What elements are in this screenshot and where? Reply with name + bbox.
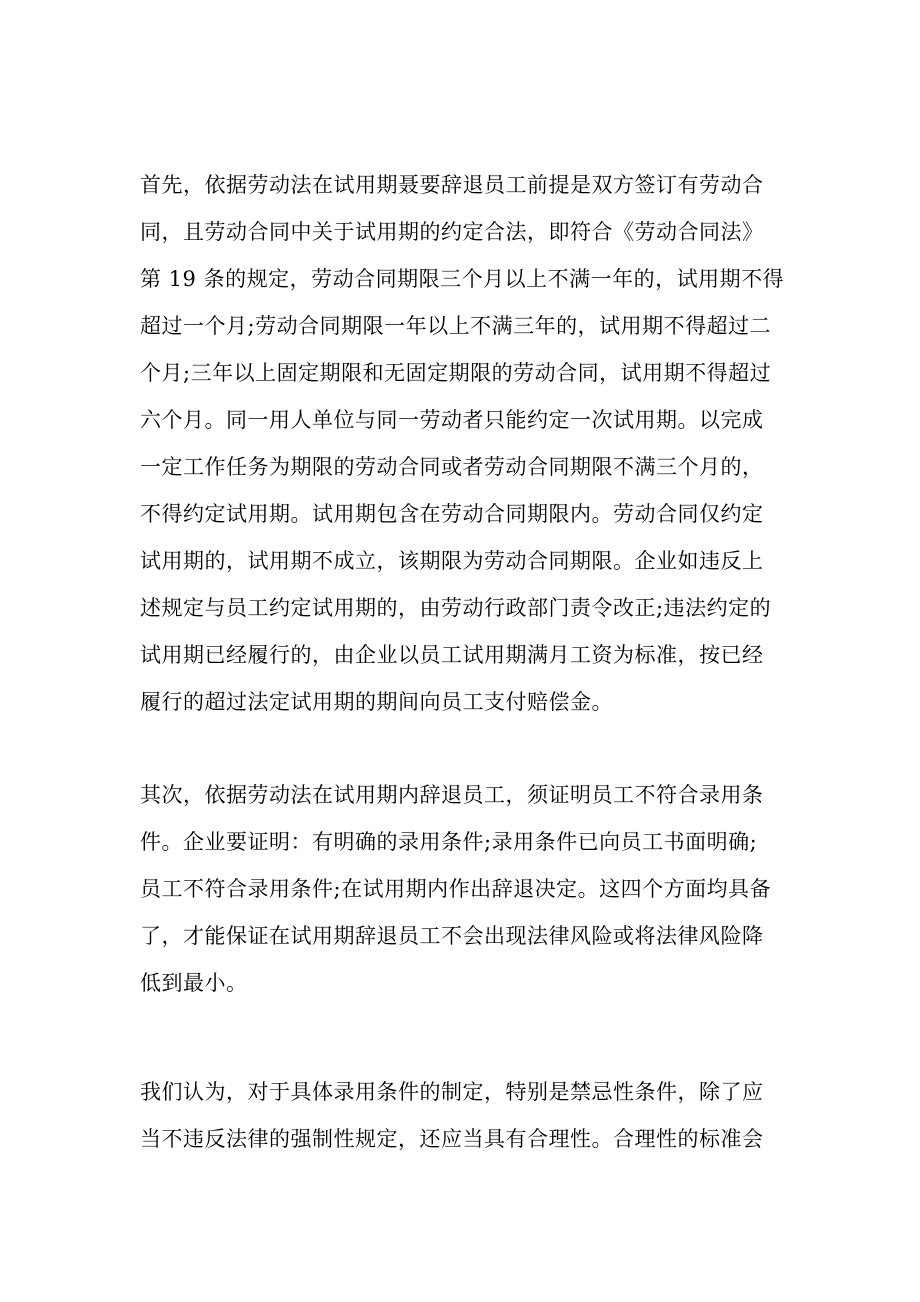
paragraph-line: 当不违反法律的强制性规定，还应当具有合理性。合理性的标准会: [140, 1127, 764, 1151]
paragraph-line: 述规定与员工约定试用期的，由劳动行政部门责令改正;违法约定的: [140, 596, 772, 620]
paragraph-line: 履行的超过法定试用期的期间向员工支付赔偿金。: [140, 690, 613, 714]
paragraph-line: 一定工作任务为期限的劳动合同或者劳动合同期限不满三个月的，: [140, 455, 764, 479]
paragraph-line: 试用期的，试用期不成立，该期限为劳动合同期限。企业如违反上: [140, 549, 764, 573]
paragraph-line: 低到最小。: [140, 971, 248, 995]
paragraph-line: 不得约定试用期。试用期包含在劳动合同期限内。劳动合同仅约定: [140, 502, 764, 526]
paragraph-line: 我们认为，对于具体录用条件的制定，特别是禁忌性条件，除了应: [140, 1080, 764, 1104]
paragraph-line: 第 19 条的规定，劳动合同期限三个月以上不满一年的，试用期不得: [140, 267, 785, 291]
paragraph-line: 其次，依据劳动法在试用期内辞退员工，须证明员工不符合录用条: [140, 783, 764, 807]
paragraph-line: 了，才能保证在试用期辞退员工不会出现法律风险或将法律风险降: [140, 924, 764, 948]
paragraph-line: 超过一个月;劳动合同期限一年以上不满三年的，试用期不得超过二: [140, 314, 772, 338]
paragraph-line: 员工不符合录用条件;在试用期内作出辞退决定。这四个方面均具备: [140, 877, 772, 901]
paragraph-line: 件。企业要证明：有明确的录用条件;录用条件已向员工书面明确;: [140, 830, 758, 854]
paragraph-line: 同，且劳动合同中关于试用期的约定合法，即符合《劳动合同法》: [140, 220, 764, 244]
paragraph-line: 试用期已经履行的，由企业以员工试用期满月工资为标准，按已经: [140, 643, 764, 667]
paragraph-line: 首先，依据劳动法在试用期聂要辞退员工前提是双方签订有劳动合: [140, 173, 764, 197]
paragraph-line: 个月;三年以上固定期限和无固定期限的劳动合同，试用期不得超过: [140, 361, 772, 385]
paragraph-line: 六个月。同一用人单位与同一劳动者只能约定一次试用期。以完成: [140, 408, 764, 432]
